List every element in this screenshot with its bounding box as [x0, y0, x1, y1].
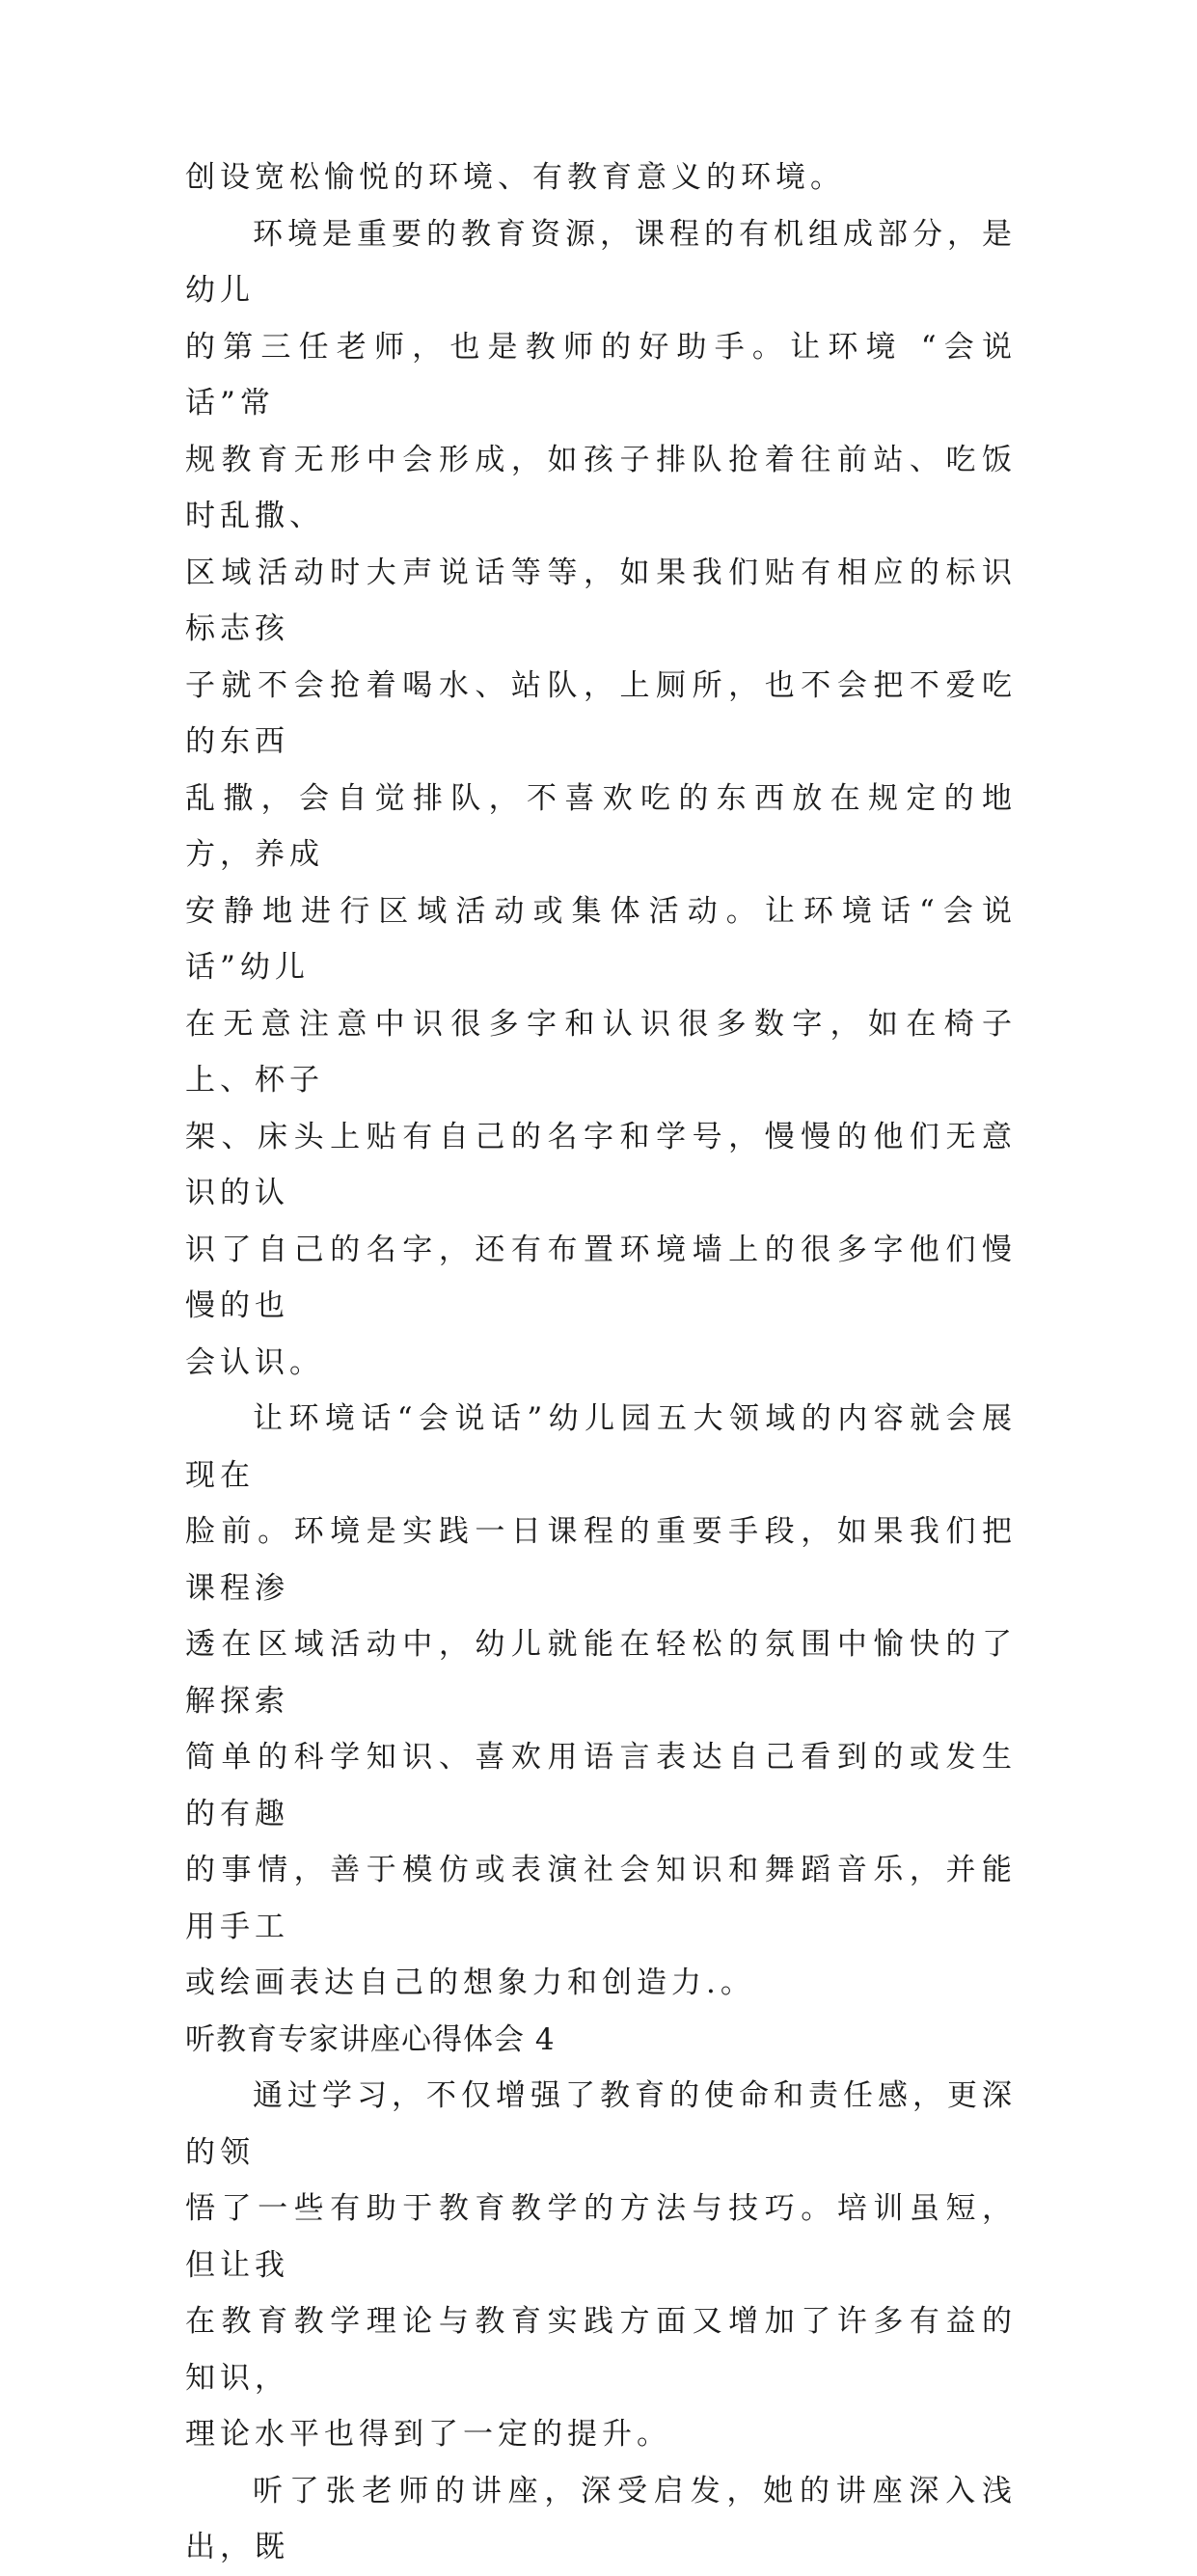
- paragraph-environment-resource: 环境是重要的教育资源，课程的有机组成部分，是幼儿 的第三任老师，也是教师的好助手。让环境 “会说话”常 规教育无形中会形成，如孩子排队抢着往前站、吃饭时乱撒、 区域活动时大声说话等等，如果我们贴有相应的标识标志孩 子就不会抢着喝水、站队，上厕所，也不会把不爱吃的东西 乱撒，会自觉排队，不喜欢吃的东西放在规定的地方，养成 安静地进行区域活动或集体活动。让环境话“会说话”幼儿 在无意注意中识很多字和认识很多数字，如在椅子上、杯子 架、床头上贴有自己的名字和学号，慢慢的他们无意识的认 识了自己的名字，还有布置环境墙上的很多字他们慢慢的也 会认识。: [185, 216, 1017, 1380]
- section-heading: 听教育专家讲座心得体会 4: [185, 2021, 556, 2057]
- paragraph-continuation: 创设宽松愉悦的环境、有教育意义的环境。: [185, 160, 845, 195]
- document-body: [185, 149, 1017, 2576]
- paragraph-learning: 通过学习，不仅增强了教育的使命和责任感，更深的领 悟了一些有助于教育教学的方法与技巧。培训虽短，但让我 在教育教学理论与教育实践方面又增加了许多有益的知识， 理论水平也得到了一定的提升。: [185, 2078, 1017, 2452]
- paragraph-lecture: 听了张老师的讲座，深受启发，她的讲座深入浅出，既: [185, 2473, 1017, 2564]
- paragraph-five-domains: 让环境话“会说话”幼儿园五大领域的内容就会展现在 脸前。环境是实践一日课程的重要手段，如果我们把课程渗 透在区域活动中，幼儿就能在轻松的氛围中愉快的了解探索 简单的科学知识、喜欢用语言表达自己看到的或发生的有趣 的事情，善于模仿或表演社会知识和舞蹈音乐，并能用手工 或绘画表达自己的想象力和创造力.。: [185, 1401, 1017, 2000]
